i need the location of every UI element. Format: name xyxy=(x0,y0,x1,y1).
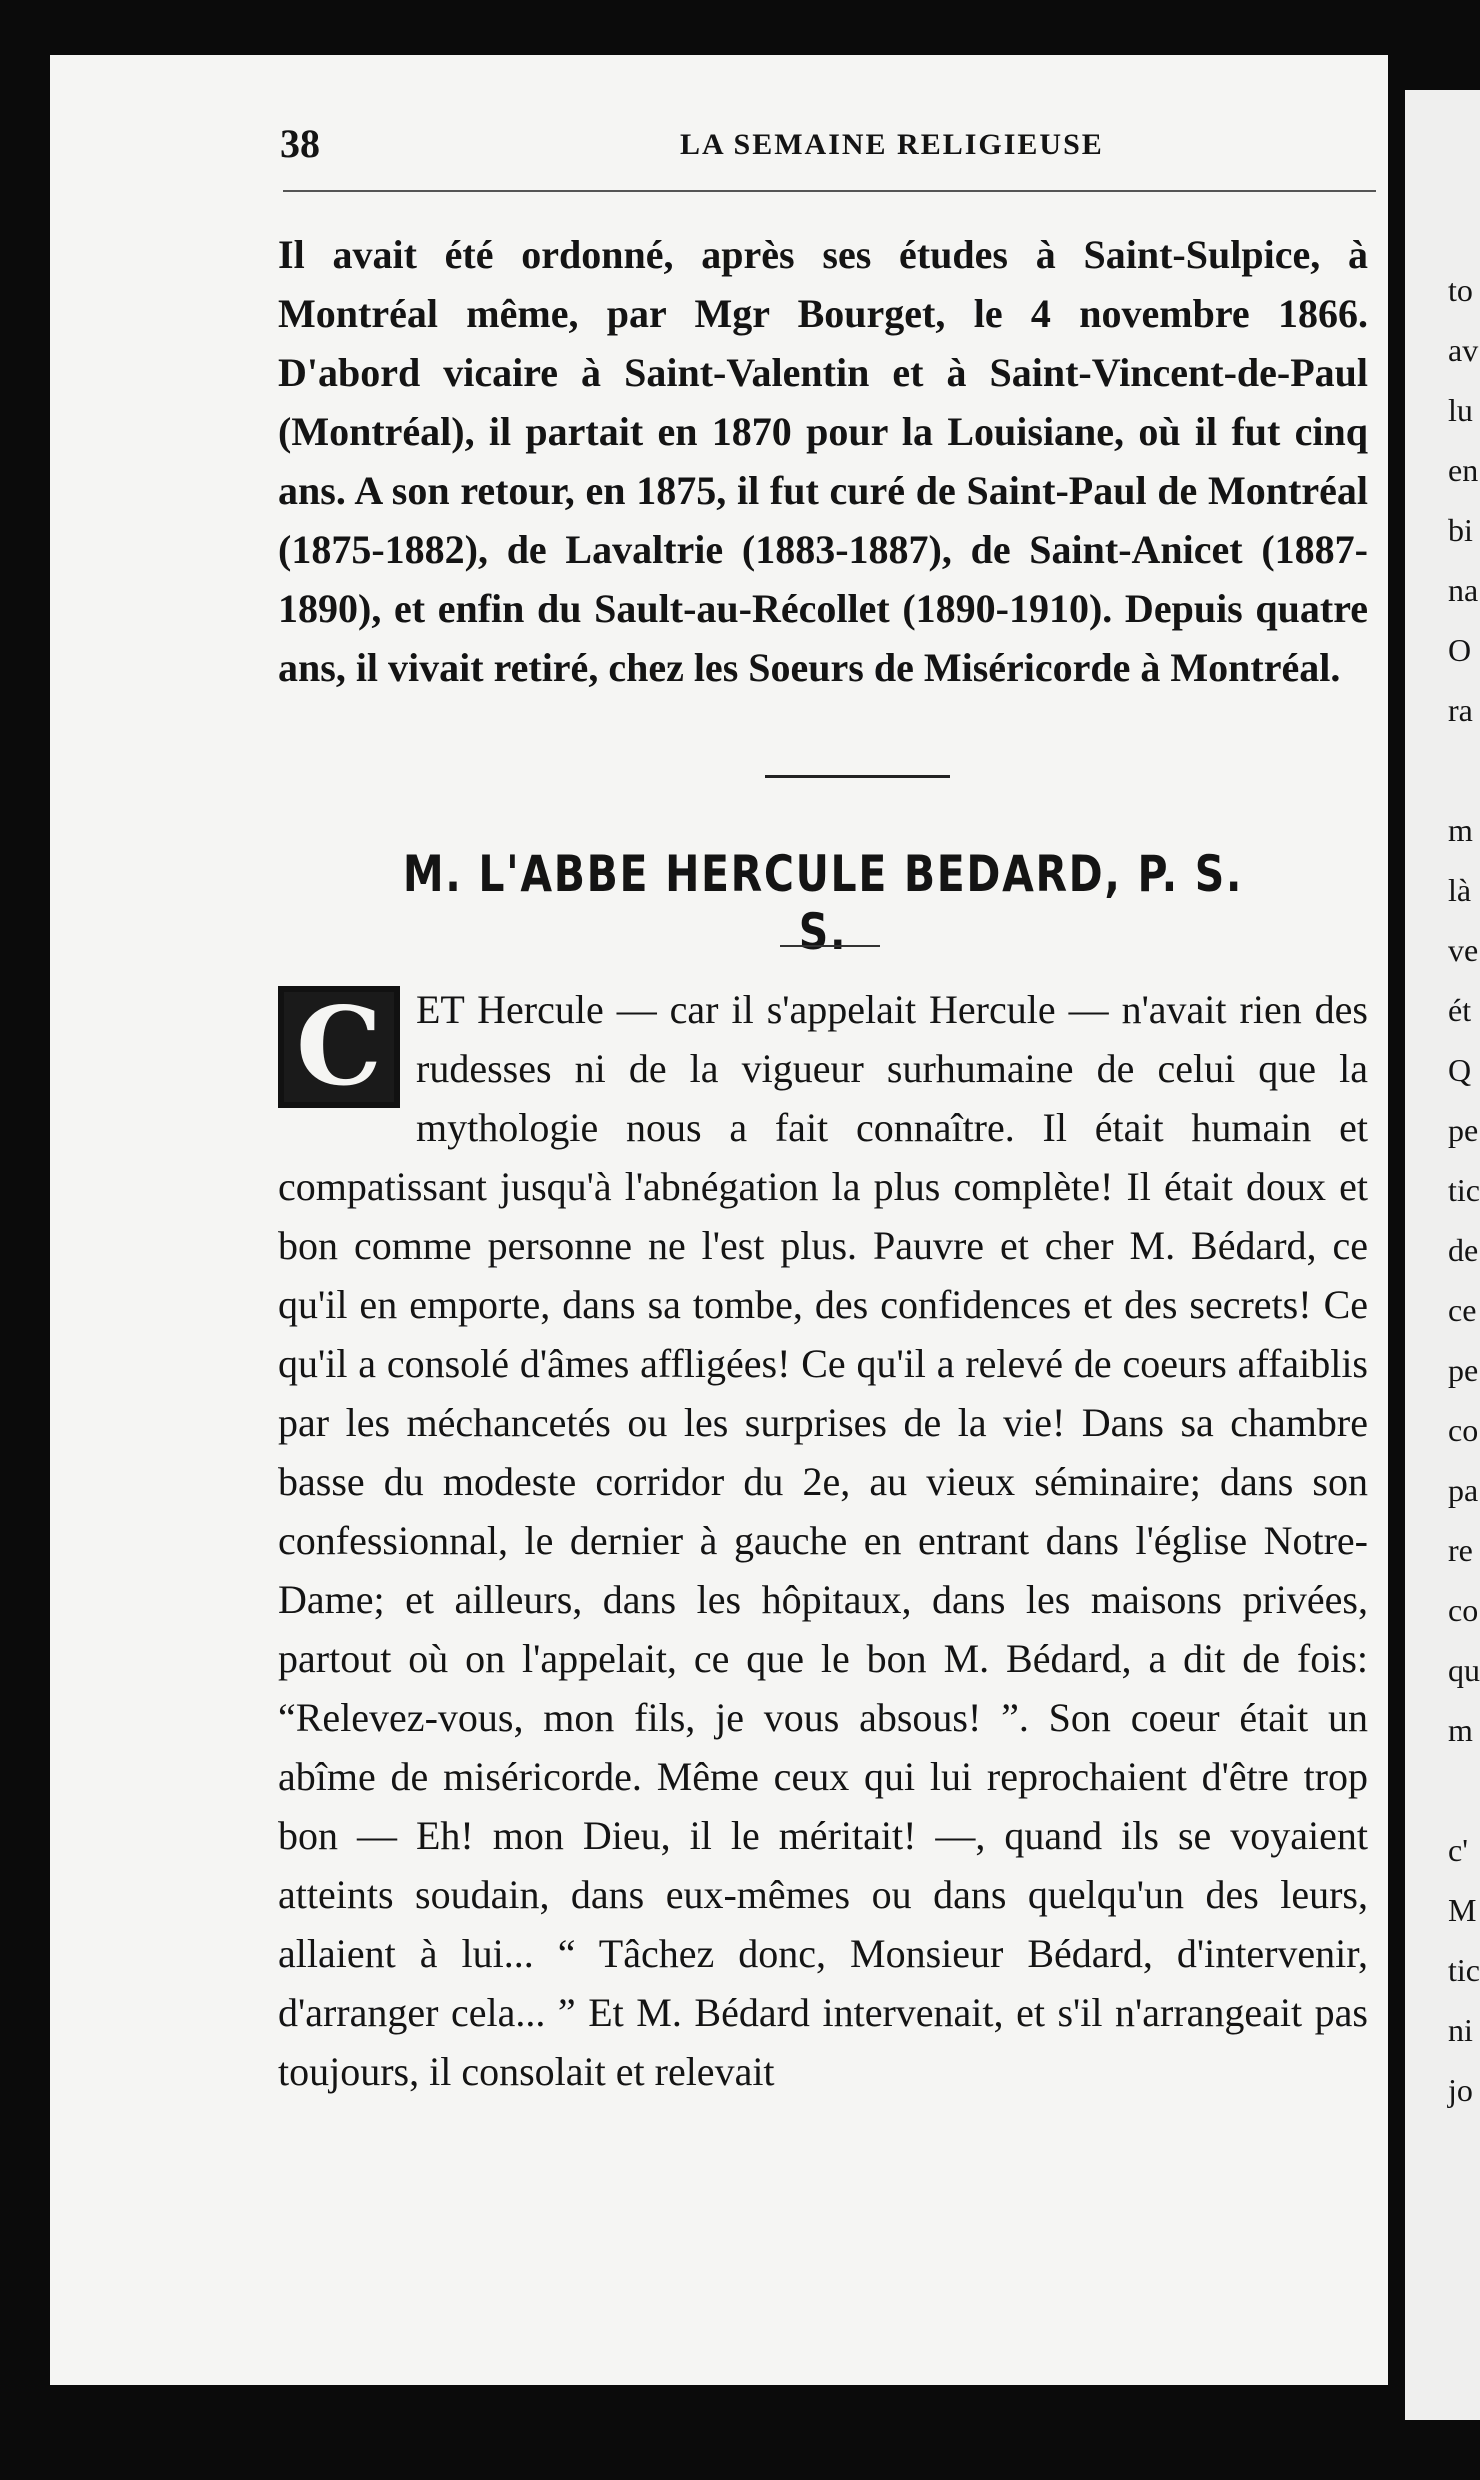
adjacent-page-line: lu xyxy=(1448,392,1473,428)
adjacent-page-line: M xyxy=(1448,1892,1477,1928)
title-underline xyxy=(780,945,880,947)
section-title: M. L'ABBE HERCULE BEDARD, P. S. S. xyxy=(402,845,1244,961)
section-divider xyxy=(765,775,950,778)
article-body xyxy=(278,980,1368,2101)
intro-paragraph xyxy=(278,225,1368,697)
page-header xyxy=(280,120,1426,180)
adjacent-page-line: qu xyxy=(1448,1652,1480,1688)
adjacent-page-fragment xyxy=(1405,90,1480,2420)
adjacent-page-line: Q xyxy=(1448,1052,1472,1088)
adjacent-page-line: m xyxy=(1448,812,1473,848)
adjacent-page-line: pe xyxy=(1448,1112,1479,1148)
intro-paragraph-text: Il avait été ordonné, après ses études à Saint-Sulpice, à Montréal même, par Mgr Bourget, le 4 novembre 1866. D'abord vicaire à Saint-Valentin et à Saint-Vincent-de-Paul (Montréal), il partait en 1870 pour la Louisiane, où il fut cinq ans. A son retour, en 1875, il fut curé de Saint-Paul de Montréal (1875-1882), de Lavaltrie (1883-1887), de Saint-Anicet (1887-1890), et enfin du Sault-au-Récollet (1890-1910). Depuis quatre ans, il vivait retiré, chez les Soeurs de Miséricorde à Montréal. xyxy=(278,232,1368,690)
adjacent-page-line: to xyxy=(1448,272,1473,308)
adjacent-page-line: co xyxy=(1448,1592,1479,1628)
adjacent-page-line: O xyxy=(1448,632,1472,668)
decorative-drop-cap: C xyxy=(278,986,400,1108)
page-number: 38 xyxy=(280,121,320,166)
adjacent-page-line: m xyxy=(1448,1712,1473,1748)
adjacent-page-line: na xyxy=(1448,572,1479,608)
adjacent-page-line: ra xyxy=(1448,692,1473,728)
adjacent-page-line: co xyxy=(1448,1412,1479,1448)
adjacent-page-line: ét xyxy=(1448,992,1472,1028)
adjacent-page-line: pa xyxy=(1448,1472,1479,1508)
adjacent-page-line: re xyxy=(1448,1532,1473,1568)
adjacent-page-line: av xyxy=(1448,332,1479,368)
adjacent-page-line: ce xyxy=(1448,1292,1477,1328)
adjacent-page-line: bi xyxy=(1448,512,1473,548)
adjacent-page-line: ve xyxy=(1448,932,1479,968)
adjacent-page-line: là xyxy=(1448,872,1472,908)
header-rule xyxy=(283,190,1376,192)
adjacent-page-line: tic xyxy=(1448,1952,1480,1988)
adjacent-page-line: en xyxy=(1448,452,1479,488)
adjacent-page-line: c' xyxy=(1448,1832,1468,1868)
adjacent-page-line: de xyxy=(1448,1232,1479,1268)
running-title: LA SEMAINE RELIGIEUSE xyxy=(680,128,1104,161)
article-paragraph: ET Hercule — car il s'appelait Hercule — n'avait rien des rudesses ni de la vigueur surhumaine de celui que la mythologie nous a fait connaître. Il était humain et compatissant jusqu'à l'abnégation la plus complète! Il était doux et bon comme personne ne l'est plus. Pauvre et cher M. Bédard, ce qu'il en emporte, dans sa tombe, des confidences et des secrets! Ce qu'il a consolé d'âmes affligées! Ce qu'il a relevé de coeurs affaiblis par les méchancetés ou les surprises de la vie! Dans sa chambre basse du modeste corridor du 2e, au vieux séminaire; dans son confessionnal, le dernier à gauche en entrant dans l'église Notre-Dame; et ailleurs, dans les hôpitaux, dans les maisons privées, partout où on l'appelait, ce que le bon M. Bédard, a dit de fois: “Relevez-vous, mon fils, je vous absous! ”. Son coeur était un abîme de miséricorde. Même ceux qui lui reprochaient d'être trop bon — Eh! mon Dieu, il le méritait! —, quand ils se voyaient atteints soudain, dans eux-mêmes ou dans quelqu'un des leurs, allaient à lui... “ Tâchez donc, Monsieur Bédard, d'intervenir, d'arranger cela... ” Et M. Bédard intervenait, et s'il n'arrangeait pas toujours, il consolait et relevait xyxy=(278,987,1368,2094)
adjacent-page-line: ni xyxy=(1448,2012,1473,2048)
adjacent-page-line: jo xyxy=(1448,2072,1473,2108)
adjacent-page-line: pe xyxy=(1448,1352,1479,1388)
adjacent-page-line: tic xyxy=(1448,1172,1480,1208)
